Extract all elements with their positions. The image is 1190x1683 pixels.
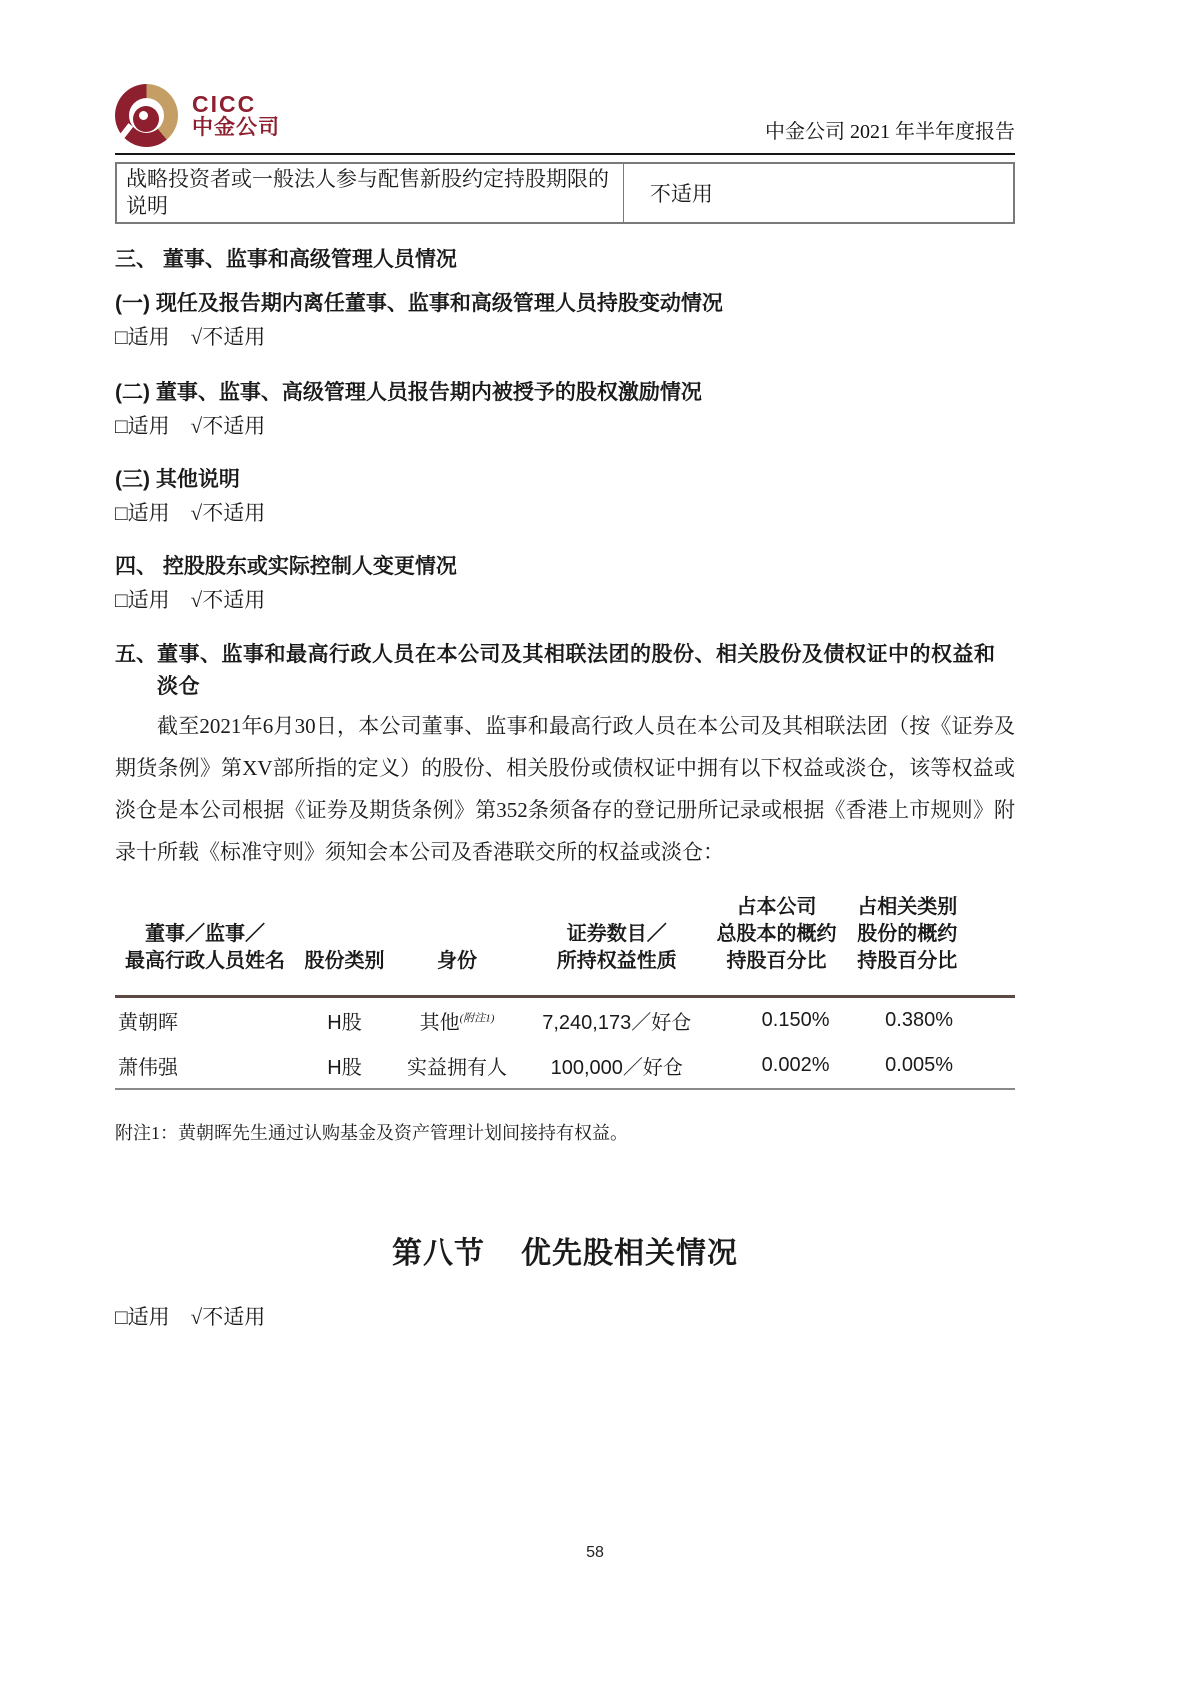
disclosure-paragraph: 截至2021年6月30日，本公司董事、监事和最高行政人员在本公司及其相联法团（按《证券及期货条例》第XV部所指的定义）的股份、相关股份或债权证中拥有以下权益或淡仓，该等权益或淡仓是本公司根据《证券及期货条例》第352条须备存的登记册所记录或根据《香港上市规则》附录十所载《标准守则》须知会本公司及香港联交所的权益或淡仓： [115, 714, 1015, 864]
cell-share-class: H股 [327, 1012, 362, 1034]
capacity-text: 其他 [419, 1012, 460, 1034]
table-row [116, 163, 1014, 223]
logo-text-cn: 中金公司 [192, 115, 280, 139]
col-header-name-line2: 最高行政人员姓名 [125, 950, 285, 972]
applicability-line: □适用 √不适用 [115, 501, 266, 525]
cicc-logo [115, 84, 280, 147]
col-header-pct-class-line2: 股份的概约 [857, 923, 958, 945]
section-eight-title: 优先股相关情况 [521, 1237, 738, 1270]
cell-name: 萧伟强 [115, 1043, 295, 1089]
section-three-2-heading: (二) 董事、监事、高级管理人员报告期内被授予的股权激励情况 [115, 381, 702, 404]
col-header-securities-line1: 证券数目／ [566, 923, 667, 945]
holding-period-table [115, 162, 1015, 224]
cell-capacity [394, 1043, 520, 1089]
col-header-pct-class-line1: 占相关类别 [857, 896, 958, 918]
cell-share-class: H股 [295, 1043, 394, 1089]
table-footnote: 附注1：黄朝晖先生通过认购基金及资产管理计划间接持有权益。 [115, 1123, 628, 1143]
applicability-line: □适用 √不适用 [115, 588, 266, 612]
holding-period-label: 战略投资者或一般法人参与配售新股约定持股期限的说明 [116, 163, 623, 223]
col-header-pct-total-line3: 持股百分比 [726, 950, 827, 972]
logo-slash-accent [117, 123, 133, 142]
col-header-securities [520, 894, 714, 997]
section-three-1-heading: (一) 现任及报告期内离任董事、监事和高级管理人员持股变动情况 [115, 292, 723, 315]
section-four-heading: 四、 控股股东或实际控制人变更情况 [115, 555, 457, 578]
holdings-table [115, 894, 1015, 1090]
cicc-coin-logo-icon [115, 84, 178, 147]
capacity-footnote-ref: (附注1) [459, 1012, 495, 1025]
col-header-name-line1: 董事／监事／ [145, 923, 265, 945]
table-row [115, 997, 1015, 1044]
col-header-securities-line2: 所持权益性质 [556, 950, 677, 972]
cell-securities: 100,000／好仓 [520, 1043, 714, 1089]
section-eight-number: 第八节 [392, 1237, 485, 1270]
section-three-3-heading: (三) 其他说明 [115, 468, 240, 491]
applicability-line: □适用 √不适用 [115, 1305, 266, 1329]
col-header-name [115, 894, 295, 997]
logo-wordmark [192, 92, 280, 138]
applicability-line: □适用 √不适用 [115, 414, 266, 438]
section-five-number: 五、 [115, 643, 157, 666]
cell-pct-total: 0.002% [714, 1043, 840, 1089]
holdings-header-row [115, 894, 1015, 997]
applicability-line: □适用 √不适用 [115, 325, 266, 349]
section-five-text: 董事、监事和最高行政人员在本公司及其相联法团的股份、相关股份及债权证中的权益和淡仓 [157, 643, 996, 698]
col-header-pct-total [714, 894, 840, 997]
cell-name: 黄朝晖 [118, 1012, 178, 1034]
page-header [115, 0, 1015, 155]
table-row [115, 1043, 1015, 1089]
cell-capacity [394, 997, 520, 1044]
cell-pct-total: 0.150% [761, 1009, 830, 1031]
col-header-pct-total-line2: 总股本的概约 [716, 923, 837, 945]
capacity-text: 实益拥有人 [407, 1057, 507, 1079]
page-number: 58 [586, 1544, 604, 1561]
cell-pct-class: 0.005% [840, 1043, 1016, 1089]
section-three-heading: 三、 董事、监事和高级管理人员情况 [115, 248, 457, 271]
col-header-share-class: 股份类别 [295, 894, 394, 997]
page-content [115, 162, 1015, 1331]
col-header-pct-total-line1: 占本公司 [736, 896, 817, 918]
holding-period-value: 不适用 [623, 163, 1014, 223]
logo-swirl-accent [139, 111, 148, 120]
section-five-heading [115, 639, 1015, 703]
cell-pct-class: 0.380% [885, 1009, 953, 1031]
logo-text-en: CICC [192, 91, 257, 118]
col-header-pct-class-line3: 持股百分比 [857, 950, 958, 972]
section-eight-heading [115, 1234, 1015, 1274]
cell-securities: 7,240,173／好仓 [542, 1012, 692, 1034]
report-title: 中金公司 2021 年半年度报告 [765, 121, 1015, 143]
col-header-capacity: 身份 [394, 894, 520, 997]
col-header-pct-class [840, 894, 1016, 997]
